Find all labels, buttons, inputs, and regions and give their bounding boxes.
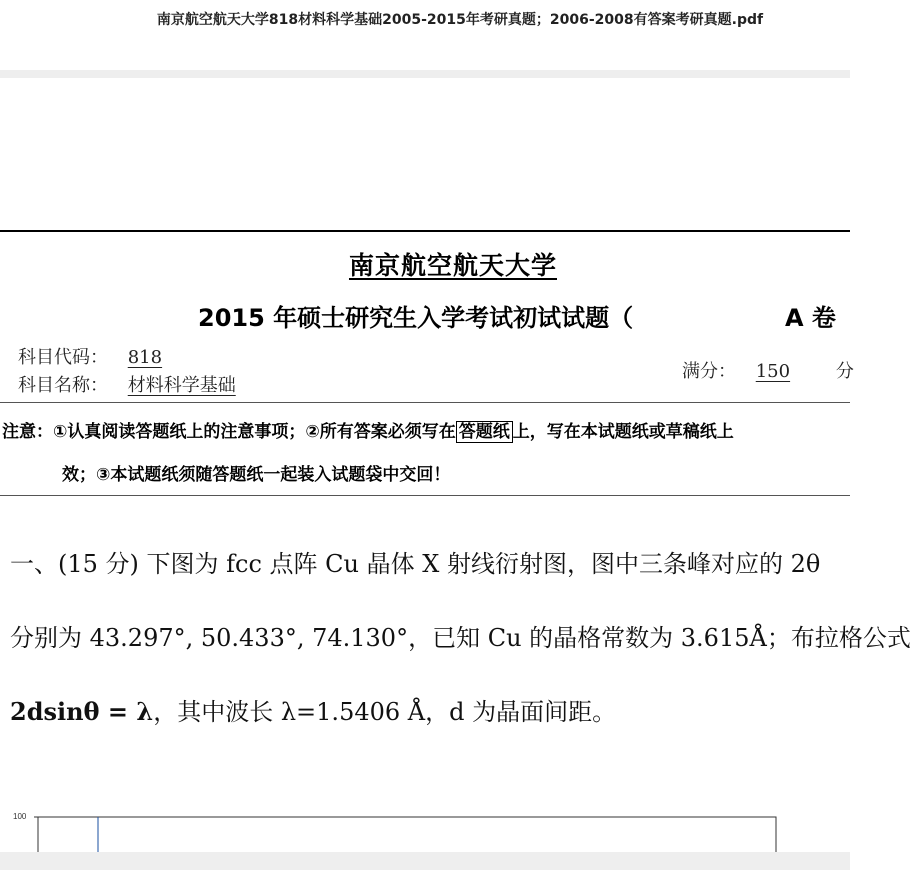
subject-code-value: 818 [127,347,163,368]
subject-name-label: 科目名称： [18,375,108,396]
notice-line-1 [2,417,734,442]
y-tick-label: 100 [13,812,27,821]
document-title: 南京航空航天大学818材料科学基础2005-2015年考研真题；2006-2008有答案考研真题.pdf [156,12,764,28]
question-line-3-text: ，其中波长 λ=1.5406 Å，d 为晶面间距。 [153,698,617,726]
answer-sheet-box: 答题纸 [456,421,513,443]
university-name: 南京航空航天大学 [348,251,557,280]
subject-code-label: 科目代码： [18,347,108,368]
notice-rule [0,495,850,496]
notice-text-a: 注意：①认真阅读答题纸上的注意事项；②所有答案必须写在 [2,422,456,442]
bragg-formula: 2dsinθ = λ [10,697,154,726]
subject-code-row [18,343,162,369]
paper-version: A 卷 [785,304,836,332]
xrd-chart-svg [0,805,850,855]
full-score-row [682,357,854,383]
subject-name-row [18,371,236,397]
notice-line-2: 效；③本试题纸须随答题纸一起装入试题袋中交回！ [62,465,451,485]
exam-title: 2015 年硕士研究生入学考试初试试题（ [198,304,634,332]
meta-rule [0,402,850,403]
document-page[interactable] [0,78,911,852]
xrd-chart [0,805,850,859]
viewer-separator [0,70,850,78]
notice-text-b: 上，写在本试题纸或草稿纸上 [512,422,734,442]
full-score-label: 满分： [682,361,736,382]
question-line-1: 一、(15 分) 下图为 fcc 点阵 Cu 晶体 X 射线衍射图，图中三条峰对应的 2θ [10,550,821,578]
top-rule [0,230,850,232]
full-score-value: 150 [755,361,791,382]
viewer-footer [0,852,850,870]
viewer-header [0,0,850,70]
full-score-unit: 分 [835,361,854,382]
subject-name-value: 材料科学基础 [127,375,236,396]
question-line-3 [10,692,616,727]
question-line-2: 分别为 43.297°, 50.433°, 74.130°，已知 Cu 的晶格常数为 3.615Å；布拉格公式 [10,624,911,652]
